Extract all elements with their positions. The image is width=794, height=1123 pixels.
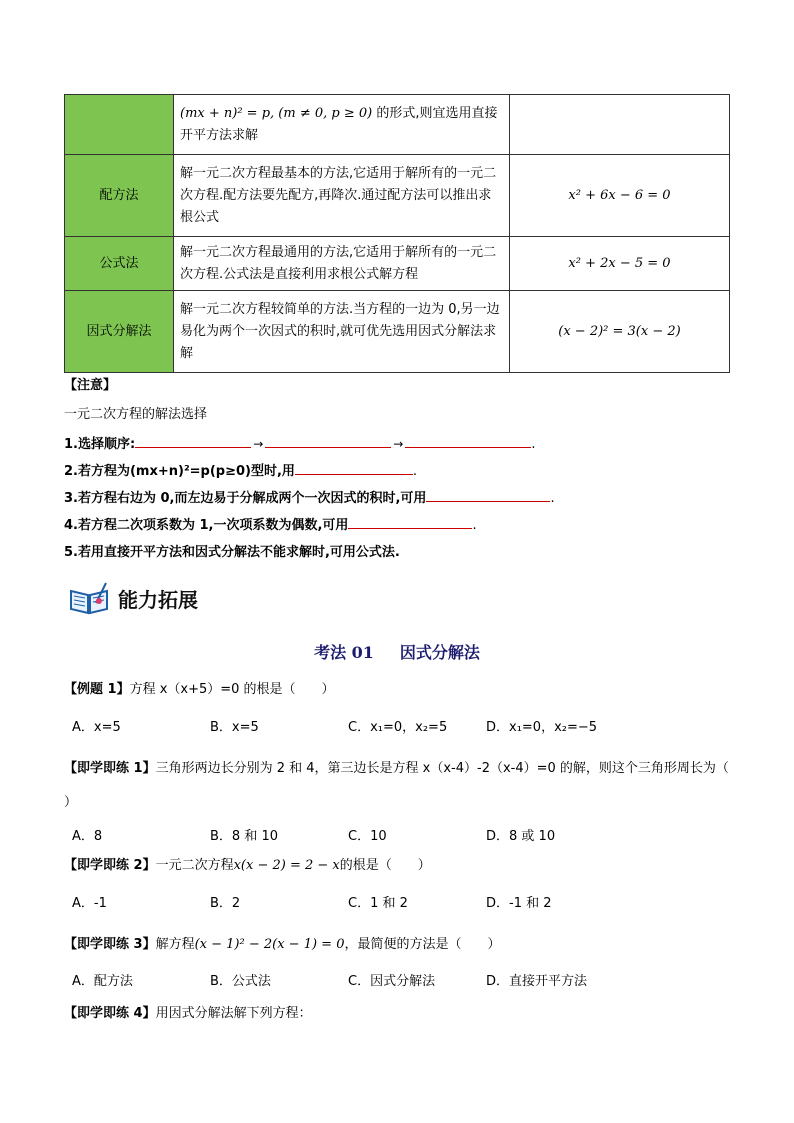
question-tag: 【即学即练 1】	[64, 761, 156, 776]
note-line-1-text: 1.选择顺序:	[64, 437, 136, 452]
option-d[interactable]: D．8 或 10	[486, 829, 556, 844]
method-name-cell: 配方法	[65, 155, 174, 237]
question-practice-1	[64, 752, 734, 820]
option-b[interactable]: B．x=5	[210, 720, 259, 735]
question-practice-3	[64, 933, 500, 952]
table-row	[65, 291, 730, 373]
example-cell	[510, 95, 730, 155]
question-example-1	[64, 678, 335, 697]
option-b[interactable]: B．2	[210, 896, 241, 911]
table-row	[65, 95, 730, 155]
period: .	[412, 464, 418, 479]
option-c[interactable]: C．10	[348, 829, 387, 844]
period: .	[531, 437, 536, 452]
section-header	[68, 580, 198, 616]
question-text: 的根是（ ）	[339, 858, 431, 873]
question-tag: 【即学即练 2】	[64, 858, 156, 873]
arrow-icon: →	[253, 437, 264, 451]
question-math: (x − 1)² − 2(x − 1) = 0	[194, 937, 345, 952]
note-line-3-text: 3.若方程右边为 0,而左边易于分解成两个一次因式的积时,可用	[64, 491, 427, 506]
desc-text: 的形式,则宜选用直接开平方法求解	[180, 105, 498, 143]
question-tag: 【即学即练 4】	[64, 1006, 156, 1021]
fill-blank[interactable]	[405, 433, 531, 448]
example-cell: (x − 2)² = 3(x − 2)	[510, 291, 730, 373]
option-b[interactable]: B．公式法	[210, 974, 271, 989]
note-line-4-text: 4.若方程二次项系数为 1,一次项系数为偶数,可用	[64, 518, 349, 533]
fill-blank[interactable]	[135, 433, 251, 448]
kaofa-title	[0, 640, 794, 663]
kaofa-label: 考法 01	[314, 643, 374, 662]
arrow-icon: →	[393, 437, 404, 451]
option-a[interactable]: A．配方法	[72, 974, 133, 989]
question-practice-2	[64, 854, 431, 873]
method-name-cell	[65, 95, 174, 155]
option-d[interactable]: D．-1 和 2	[486, 896, 552, 911]
note-line-3	[64, 487, 555, 506]
note-line-4	[64, 514, 477, 533]
method-desc-cell	[174, 95, 510, 155]
question-text: 用因式分解法解下列方程：	[155, 1006, 312, 1021]
fill-blank[interactable]	[265, 433, 391, 448]
note-intro: 一元二次方程的解法选择	[64, 407, 208, 422]
option-c[interactable]: C．1 和 2	[348, 896, 408, 911]
desc-math: (mx + n)² = p, (m ≠ 0, p ≥ 0)	[180, 105, 373, 121]
example-cell: x² + 6x − 6 = 0	[510, 155, 730, 237]
option-b[interactable]: B．8 和 10	[210, 829, 278, 844]
option-a[interactable]: A．8	[72, 829, 103, 844]
note-line-2-text: 2.若方程为(mx+n)²=p(p≥0)型时,用	[64, 464, 295, 479]
method-desc-cell: 解一元二次方程最基本的方法,它适用于解所有的一元二次方程.配方法要先配方,再降次.通过配方法可以推出求根公式	[174, 155, 510, 237]
question-text: 解方程	[155, 937, 195, 952]
table-row	[65, 155, 730, 237]
method-name-cell: 因式分解法	[65, 291, 174, 373]
question-text: 三角形两边长分别为 2 和 4，第三边长是方程 x（x-4）-2（x-4）=0 的解，则这个三角形周长为（ ）	[64, 761, 729, 810]
section-title: 能力拓展	[118, 587, 198, 612]
question-text: 一元二次方程	[155, 858, 234, 873]
method-desc-cell: 解一元二次方程最通用的方法,它适用于解所有的一元二次方程.公式法是直接利用求根公式解方程	[174, 237, 510, 291]
option-d[interactable]: D．x₁=0，x₂=−5	[486, 720, 598, 735]
kaofa-name: 因式分解法	[399, 643, 480, 662]
question-text: 方程 x（x+5）=0 的根是（ ）	[129, 682, 335, 697]
period: .	[472, 518, 477, 533]
question-text: ，最简便的方法是（ ）	[344, 937, 501, 952]
example-cell: x² + 2x − 5 = 0	[510, 237, 730, 291]
option-d[interactable]: D．直接开平方法	[486, 974, 588, 989]
period: .	[550, 491, 555, 506]
fill-blank[interactable]	[295, 460, 413, 475]
fill-blank[interactable]	[348, 514, 472, 529]
option-c[interactable]: C．x₁=0，x₂=5	[348, 720, 448, 735]
question-math: x(x − 2) = 2 − x	[233, 858, 340, 873]
question-tag: 【例题 1】	[64, 682, 130, 697]
note-line-5: 5.若用直接开平方法和因式分解法不能求解时,可用公式法.	[64, 545, 400, 560]
note-line-2	[64, 460, 417, 479]
note-line-1	[64, 433, 535, 452]
method-desc-cell: 解一元二次方程较简单的方法.当方程的一边为 0,另一边易化为两个一次因式的积时,就可优先选用因式分解法求解	[174, 291, 510, 373]
option-a[interactable]: A．-1	[72, 896, 107, 911]
method-name-cell: 公式法	[65, 237, 174, 291]
note-title: 【注意】	[64, 378, 117, 393]
table-row	[65, 237, 730, 291]
book-icon	[68, 581, 110, 615]
question-tag: 【即学即练 3】	[64, 937, 156, 952]
option-a[interactable]: A．x=5	[72, 720, 121, 735]
solution-methods-table	[64, 94, 730, 373]
option-c[interactable]: C．因式分解法	[348, 974, 436, 989]
fill-blank[interactable]	[426, 487, 550, 502]
question-practice-4	[64, 1002, 312, 1021]
